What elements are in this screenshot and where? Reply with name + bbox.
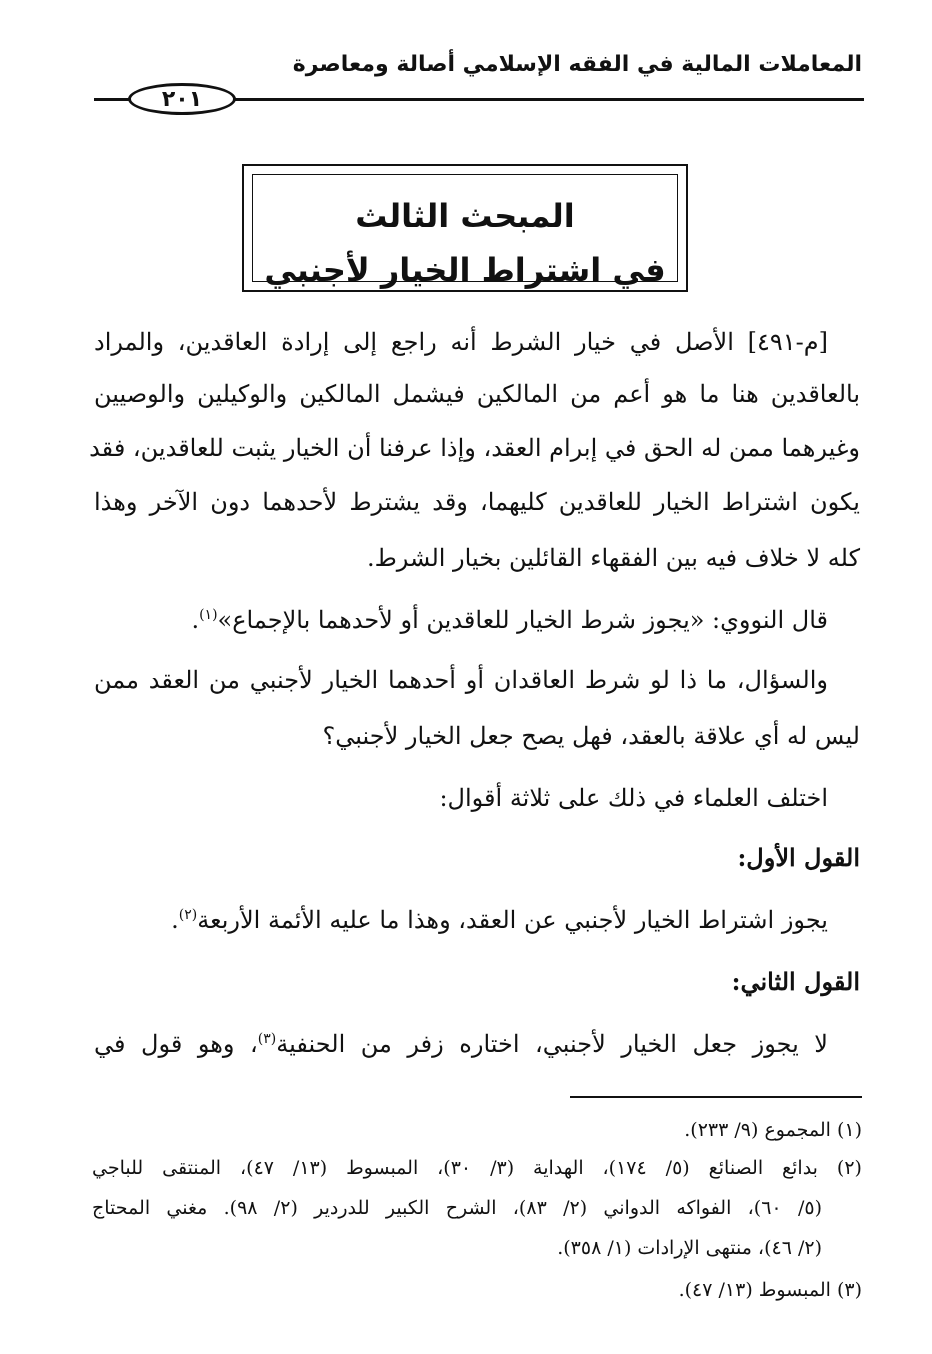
- paragraph1-line4: يكون اشتراط الخيار للعاقدين كليهما، وقد يشترط لأحدهما دون الآخر وهذا: [94, 488, 860, 516]
- paragraph2-end: .: [191, 606, 200, 634]
- paragraph4: اختلف العلماء في ذلك على ثلاثة أقوال:: [439, 784, 828, 812]
- first-opinion-text: يجوز اشتراط الخيار لأجنبي عن العقد، وهذا ما عليه الأئمة الأربعة: [197, 906, 828, 934]
- second-opinion-continuation: ، وهو قول في: [94, 1030, 258, 1058]
- paragraph5: [94, 900, 860, 940]
- footnote-ref-1: (١): [199, 607, 218, 623]
- section-title-box: [242, 164, 688, 292]
- footnote-ref-2: (٢): [178, 907, 198, 923]
- footnote-2-line1: (٢) بدائع الصنائع (٥/ ١٧٤)، الهداية (٣/ ٣٠)، المبسوط (١٣/ ٤٧)، المنتقى للباجي: [92, 1157, 862, 1179]
- footnote-ref-3: (٣): [257, 1031, 277, 1047]
- footnote-2-line3: (٢/ ٤٦)، منتهى الإرادات (١/ ٣٥٨).: [557, 1237, 822, 1259]
- paragraph5-end: .: [171, 906, 179, 934]
- running-title: المعاملات المالية في الفقه الإسلامي أصالة ومعاصرة: [292, 52, 862, 77]
- paragraph1-line1: [م-٤٩١] الأصل في خيار الشرط أنه راجع إلى إرادة العاقدين، والمراد: [94, 328, 828, 356]
- section-title-inner-frame: [252, 174, 678, 289]
- nawawi-quote: قال النووي: «يجوز شرط الخيار للعاقدين أو لأحدهما بالإجماع»: [217, 606, 828, 634]
- paragraph1-line5: كله لا خلاف فيه بين الفقهاء القائلين بخيار الشرط.: [366, 544, 860, 572]
- paragraph6: [94, 1024, 860, 1064]
- paragraph3-line2: ليس له أي علاقة بالعقد، فهل يصح جعل الخيار لأجنبي؟: [322, 722, 860, 750]
- second-opinion-text: لا يجوز جعل الخيار لأجنبي، اختاره زفر من الحنفية: [276, 1030, 828, 1058]
- paragraph1-line3: وغيرهما ممن له الحق في إبرام العقد، وإذا عرفنا أن الخيار يثبت للعاقدين، فقد: [89, 434, 860, 462]
- footnote-1: (١) المجموع (٩/ ٢٣٣).: [684, 1119, 862, 1141]
- footnote-2-line2: (٥/ ٦٠)، الفواكه الدواني (٢/ ٨٣)، الشرح الكبير للدردير (٢/ ٩٨). مغني المحتاج: [92, 1197, 822, 1219]
- section-title-line1: المبحث الثالث: [355, 197, 575, 235]
- section-title-line2: في اشتراط الخيار لأجنبي: [264, 251, 666, 289]
- heading-first-opinion: القول الأول:: [737, 843, 860, 872]
- page-number-text: ٢٠١: [161, 86, 203, 112]
- footnote-3: (٣) المبسوط (١٣/ ٤٧).: [678, 1279, 862, 1301]
- heading-second-opinion: القول الثاني:: [731, 967, 860, 996]
- paragraph1-line2: بالعاقدين هنا ما هو أعم من المالكين فيشمل المالكين والوكيلين والوصيين: [94, 380, 860, 408]
- page-number: [128, 83, 236, 115]
- paragraph2: [94, 600, 860, 640]
- paragraph3-line1: والسؤال، ما ذا لو شرط العاقدان أو أحدهما الخيار لأجنبي من العقد ممن: [94, 666, 828, 694]
- footnote-separator: [570, 1096, 862, 1098]
